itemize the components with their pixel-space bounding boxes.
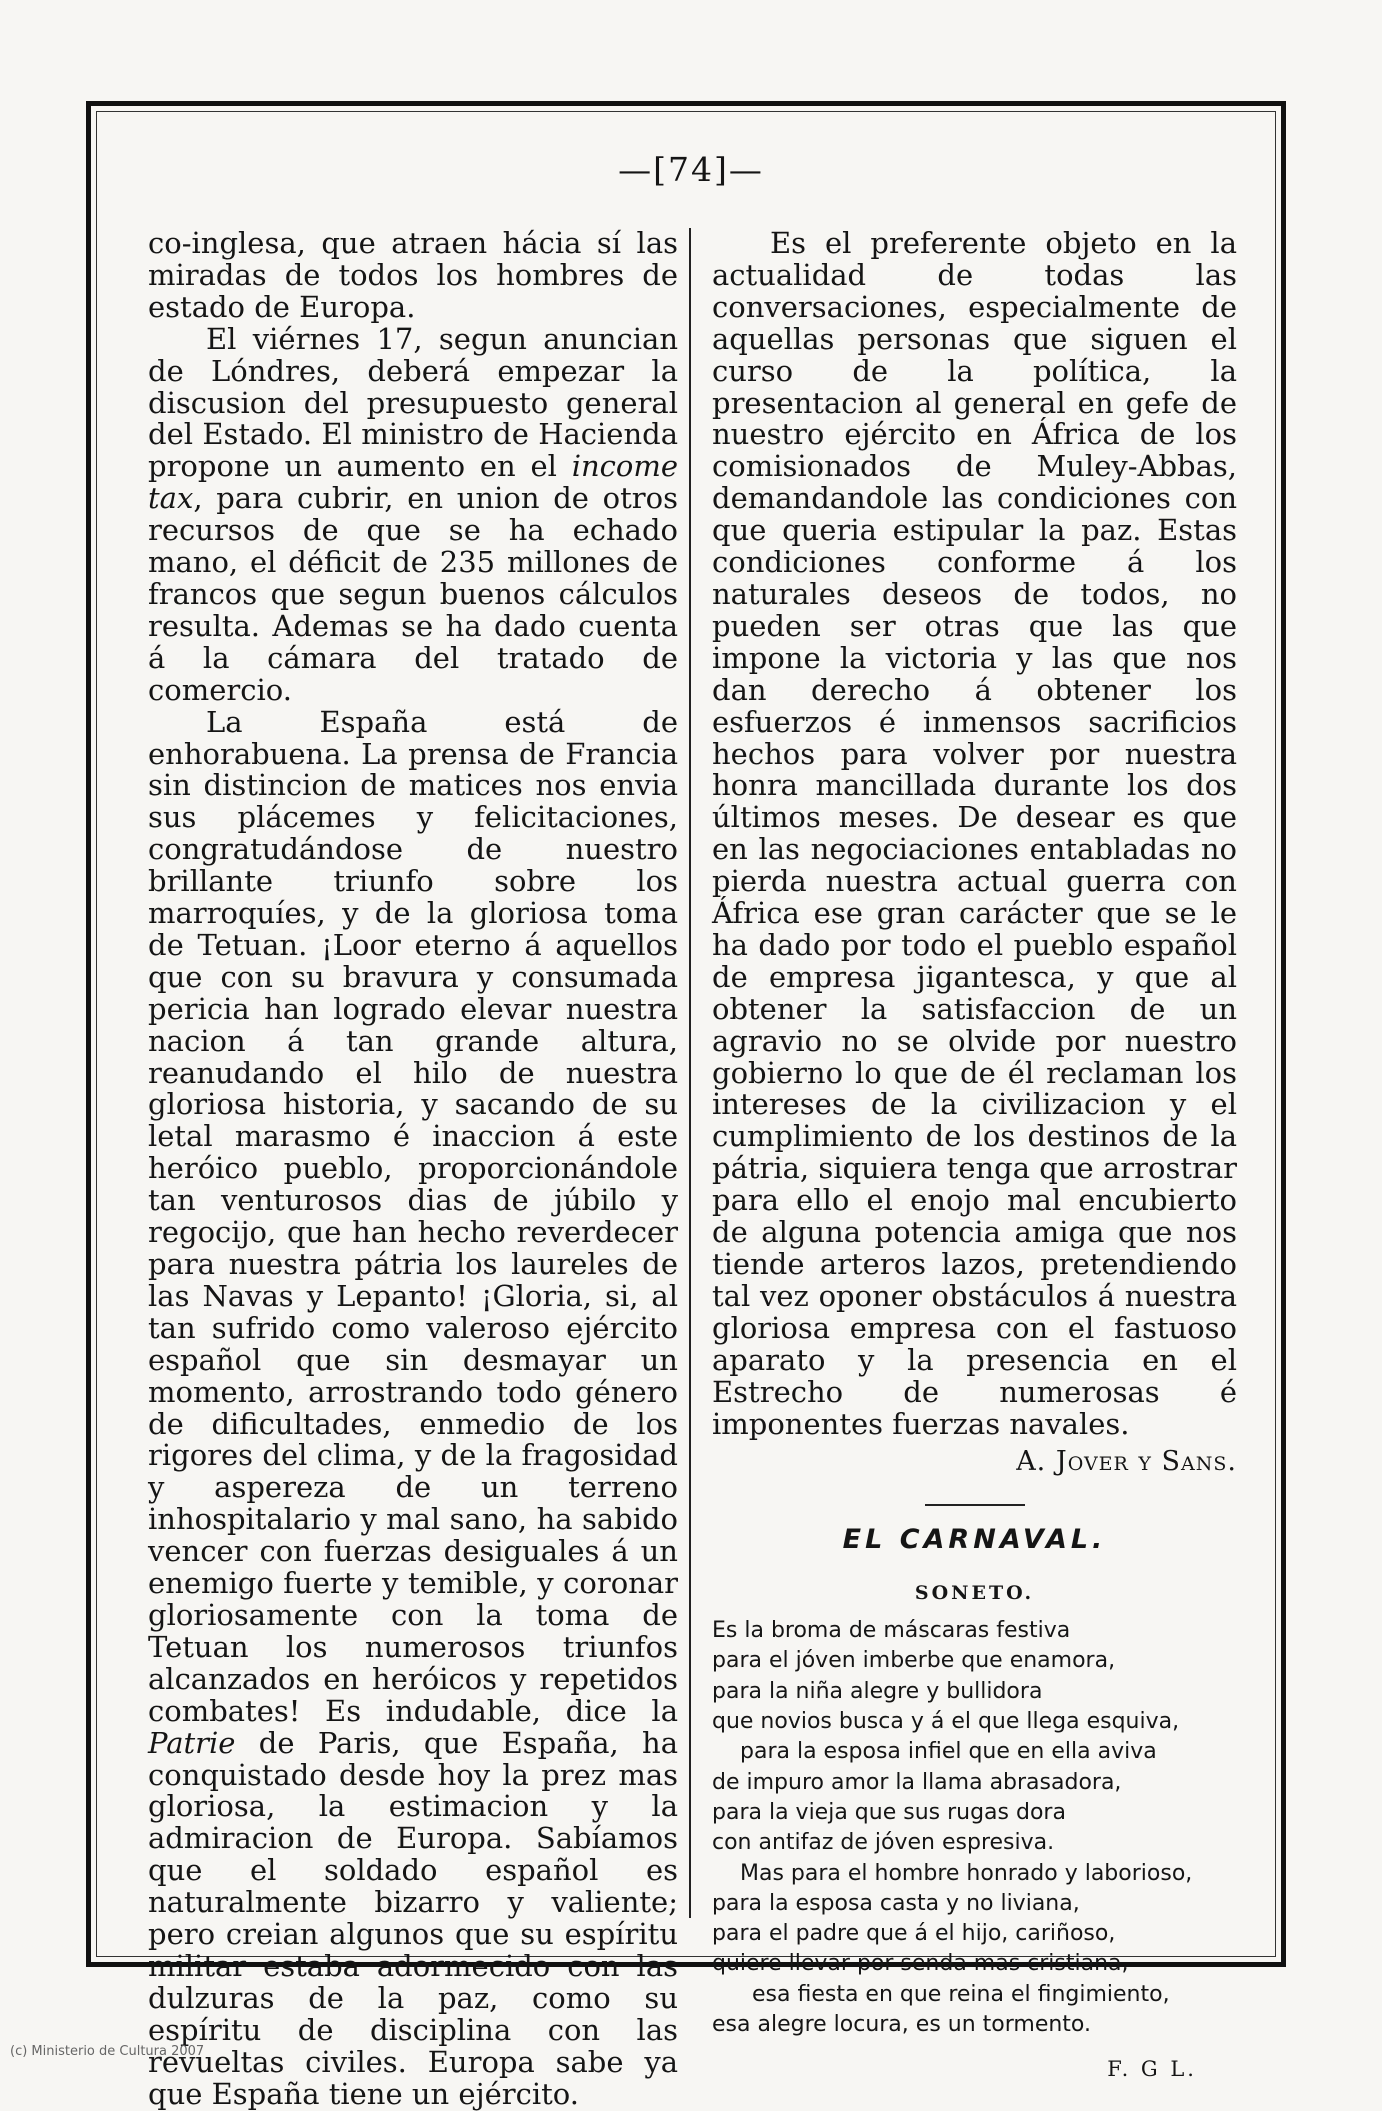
column-divider xyxy=(689,228,691,1918)
patrie-term: Patrie xyxy=(148,1725,236,1760)
poem-subtitle: SONETO. xyxy=(914,1582,1035,1605)
poem-line: Es la broma de máscaras festiva xyxy=(712,1618,1071,1644)
page-number: —[74]— xyxy=(618,150,764,189)
poem-line: esa alegre locura, es un tormento. xyxy=(712,2012,1091,2038)
article-signature: A. Jover y Sans. xyxy=(1016,1446,1237,1478)
income-tax-term: income tax xyxy=(148,449,679,516)
paragraph-spain: La España está de enhorabuena. La prensa de Francia sin distincion de matices nos envia sus plácemes y felicitaciones, congratudándose de nuestro brillante triunfo sobre los marroquíes, y de la gloriosa toma de Tetuan. ¡Loor eterno á aquellos que con su bravura y consumada pericia han logrado elevar nuestra nacion á tan grande altura, reanudando el hilo de nuestra gloriosa historia, y sacando de su letal marasmo é inaccion á este heróico pueblo, proporcionándole tan venturosos dias de júbilo y regocijo, que han hecho reverdecer para nuestra pátria los laureles de las Navas y Lepanto! ¡Gloria, si, al tan sufrido como valeroso ejército español que sin desmayar un momento, arrostrando todo género de dificultades, enmedio de los rigores del clima, y de la fragosidad y aspereza de un terreno inhospitalario y mal sano, ha sabido vencer con fuerzas desiguales á un enemigo fuerte y temible, y coronar gloriosamente con la toma de Tetuan los numerosos triunfos alcanzados en heróicos y repetidos combates! Es indudable, dice la Patrie de Paris, que España, ha conquistado desde hoy la prez mas gloriosa, la estimacion y la admiracion de Europa. Sabíamos que el soldado español es naturalmente bizarro y valiente; pero creian algunos que su espíritu militar estaba adormecido con las dulzuras de la paz, como su espíritu de disciplina con las revueltas civiles. Europa sabe ya que España tiene un ejército. xyxy=(148,704,678,2111)
poem-title: EL CARNAVAL. xyxy=(842,1524,1107,1556)
poem-body xyxy=(712,1616,1237,2040)
section-rule xyxy=(925,1504,1025,1506)
paragraph-negotiations: Es el preferente objeto en la actualidad de todas las conversaciones, especialmente de aquellas personas que siguen el curso de la política, la presentacion al general en gefe de nuestro ejército en África de los comisionados de Muley-Abbas, demandandole las condiciones con que queria estipular la paz. Estas condiciones conforme á los naturales deseos de todos, no pueden ser otras que las que impone la victoria y las que nos dan derecho á obtener los esfuerzos é inmensos sacrificios hechos para volver por nuestra honra mancillada durante los dos últimos meses. De desear es que en las negociaciones entabladas no pierda nuestra actual guerra con África ese gran carácter que se le ha dado por todo el pueblo español de empresa jigantesca, y que al obtener la satisfaccion de un agravio no se olvide por nuestro gobierno lo que de él reclaman los intereses de la civilizacion y el cumplimiento de los destinos de la pátria, siquiera tenga que arrostrar para ello el enojo mal encubierto de alguna potencia amiga que nos tiende arteros lazos, pretendiendo tal vez oponer obstáculos á nuestra gloriosa empresa con el fastuoso aparato y la presencia en el Estrecho de numerosas é imponentes fuerzas navales. xyxy=(712,226,1237,1441)
poem-line: para la esposa infiel que en ella aviva xyxy=(740,1739,1157,1765)
left-column xyxy=(148,228,678,2110)
paragraph-budget: El viérnes 17, segun anuncian de Lóndres, deberá empezar la discusion del presupuesto general del Estado. El ministro de Hacienda propone un aumento en el income tax, para cubrir, en union de otros recursos de que se ha echado mano, el déficit de 235 millones de francos que segun buenos cálculos resulta. Ademas se ha dado cuenta á la cámara del tratado de comercio. xyxy=(148,321,679,707)
poem-line: con antifaz de jóven espresiva. xyxy=(712,1830,1055,1856)
right-column xyxy=(712,228,1237,2086)
copyright-notice: (c) Ministerio de Cultura 2007 xyxy=(10,2044,205,2059)
poem-line: esa fiesta en que reina el fingimiento, xyxy=(752,1981,1170,2007)
paragraph-intro: co-inglesa, que atraen hácia sí las miradas de todos los hombres de estado de Europa. xyxy=(148,226,678,324)
poem-line: para la vieja que sus rugas dora xyxy=(712,1799,1066,1825)
poem-line: que novios busca y á el que llega esquiva, xyxy=(712,1709,1180,1735)
poem-line: para el padre que á el hijo, cariñoso, xyxy=(712,1921,1116,1947)
poem-line: Mas para el hombre honrado y laborioso, xyxy=(740,1860,1193,1886)
poem-line: quiere llevar por senda mas cristiana, xyxy=(712,1951,1129,1977)
poem-line: para el jóven imberbe que enamora, xyxy=(712,1648,1116,1674)
poem-line: de impuro amor la llama abrasadora, xyxy=(712,1769,1122,1795)
poem-line: para la niña alegre y bullidora xyxy=(712,1678,1043,1704)
poem-signature: F. G L. xyxy=(1107,2057,1197,2082)
poem-line: para la esposa casta y no liviana, xyxy=(712,1890,1080,1916)
